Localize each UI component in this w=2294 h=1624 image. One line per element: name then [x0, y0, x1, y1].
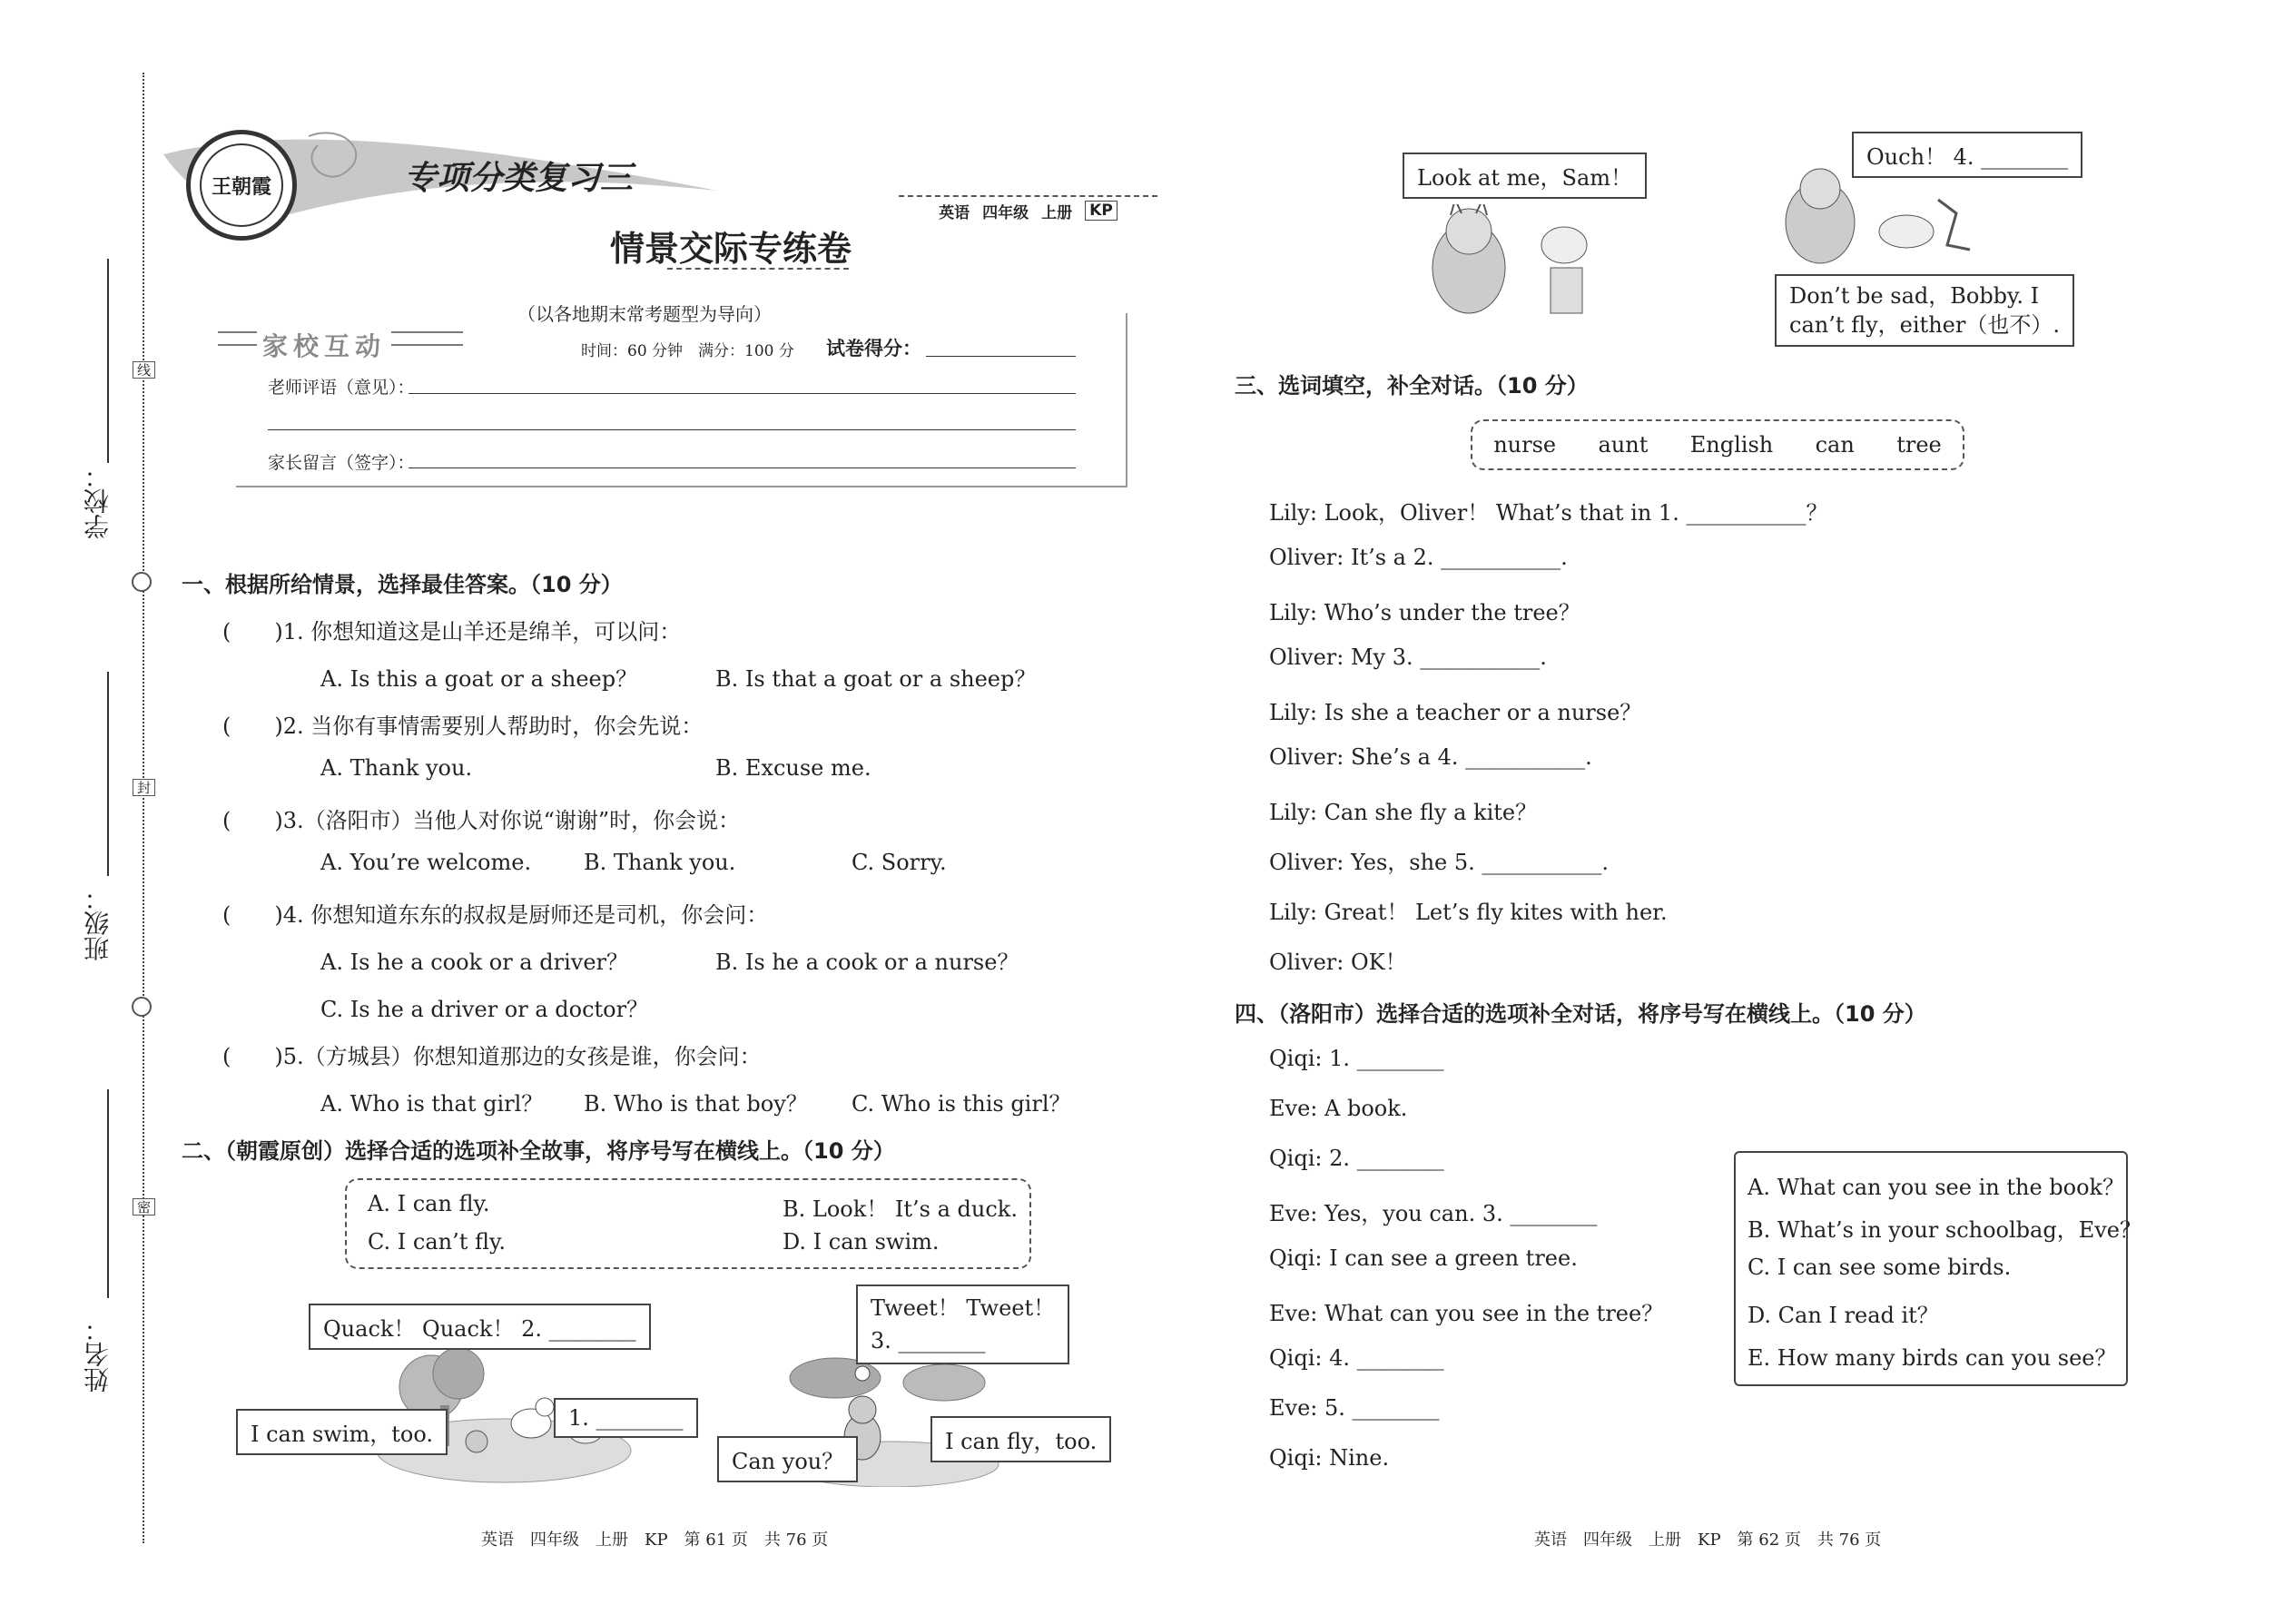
question-option[interactable]: A. Is this a goat or a sheep？ — [320, 666, 638, 692]
question-stem: ( )3.（洛阳市）当他人对你说“谢谢”时，你会说： — [222, 808, 741, 833]
tag-volume: 上册 — [1041, 203, 1073, 222]
question-option[interactable]: C. Is he a driver or a doctor？ — [320, 997, 649, 1022]
name-line — [107, 1089, 109, 1298]
class-label: 班级： — [83, 885, 113, 961]
bubble-can-you: Can you？ — [717, 1436, 858, 1482]
title-underline — [667, 268, 849, 270]
seal-char: 线 — [133, 361, 155, 379]
teacher-comment-label: 老师评语（意见）： — [268, 378, 415, 398]
dialogue-line: Eve: 5. ________ — [1269, 1395, 1440, 1421]
word-bank-item: nurse — [1493, 432, 1557, 458]
tag-edition: KP — [1085, 201, 1117, 221]
seal-char: 密 — [133, 1198, 155, 1216]
question-option[interactable]: B. Excuse me. — [715, 755, 871, 781]
class-line — [107, 672, 109, 876]
tag-strip — [899, 195, 1157, 224]
dialogue-line: Lily: Is she a teacher or a nurse？ — [1269, 700, 1642, 725]
dialogue-line: Oliver: Yes，she 5. ___________. — [1269, 850, 1610, 875]
bubble-blank-1: 1. ________ — [554, 1398, 698, 1438]
home-school-text: 家校互动 — [257, 327, 391, 363]
question-option[interactable]: A. Thank you. — [320, 755, 473, 781]
dialogue-line: Qiqi: Nine. — [1269, 1445, 1390, 1471]
story-option: B. Look！ It’s a duck. — [783, 1196, 1018, 1222]
question-option[interactable]: B. Is he a cook or a nurse？ — [715, 950, 1019, 975]
binding-hole-icon — [132, 572, 152, 592]
dialogue-line: Oliver: She’s a 4. ___________. — [1269, 744, 1592, 770]
bubble-swim-too: I can swim，too. — [236, 1409, 448, 1455]
bubble-tweet-line: Tweet！ Tweet！ — [871, 1295, 1056, 1321]
bubble-blank-3: 3. ________ — [871, 1328, 986, 1353]
seal-char: 封 — [133, 779, 155, 796]
dialogue-line: Eve: A book. — [1269, 1096, 1408, 1121]
dialogue-line: Lily: Look，Oliver！ What’s that in 1. ___________？ — [1269, 500, 1828, 526]
dialogue-option: A. What can you see in the book？ — [1748, 1175, 2125, 1200]
tag-grade: 四年级 — [982, 203, 1029, 222]
question-option[interactable]: A. Who is that girl？ — [320, 1091, 544, 1117]
section4-title: 四、（洛阳市）选择合适的选项补全对话，将序号写在横线上。（10 分） — [1235, 1001, 1926, 1027]
question-option[interactable]: B. Thank you. — [584, 850, 736, 875]
dialogue-line: Eve: Yes，you can. 3. ________ — [1269, 1201, 1598, 1226]
header-frame — [236, 313, 1127, 487]
dialogue-option: C. I can see some birds. — [1748, 1255, 2012, 1280]
question-stem: ( )4. 你想知道东东的叔叔是厨师还是司机，你会问： — [222, 902, 769, 928]
word-bank-item: aunt — [1598, 432, 1649, 458]
dialogue-line: Eve: What can you see in the tree？ — [1269, 1301, 1664, 1326]
logo-seal-icon — [186, 130, 297, 241]
dialogue-line: Lily: Can she fly a kite？ — [1269, 800, 1538, 825]
section2-title: 二、（朝霞原创）选择合适的选项补全故事，将序号写在横线上。（10 分） — [182, 1138, 895, 1164]
dialogue-option: D. Can I read it？ — [1748, 1303, 1939, 1328]
logo-text: 王朝霞 — [211, 174, 271, 199]
question-stem: ( )2. 当你有事情需要别人帮助时，你会先说： — [222, 714, 704, 739]
binding-dotted-line — [143, 73, 144, 1543]
question-stem: ( )5.（方城县）你想知道那边的女孩是谁，你会问： — [222, 1044, 762, 1069]
time-info: 时间：60 分钟 满分：100 分 — [581, 342, 794, 360]
question-stem: ( )1. 你想知道这是山羊还是绵羊，可以问： — [222, 619, 682, 645]
dialogue-line: Qiqi: 1. ________ — [1269, 1046, 1444, 1071]
question-option[interactable]: B. Who is that boy？ — [584, 1091, 808, 1117]
dialogue-option: E. How many birds can you see？ — [1748, 1345, 2117, 1371]
name-label: 姓名： — [83, 1316, 113, 1393]
question-option[interactable]: C. Sorry. — [852, 850, 947, 875]
question-option[interactable]: A. You’re welcome. — [320, 850, 532, 875]
subtitle: （以各地期末常考题型为导向） — [517, 303, 772, 325]
section3-title: 三、选词填空，补全对话。（10 分） — [1235, 373, 1589, 399]
section1-title: 一、根据所给情景，选择最佳答案。（10 分） — [182, 572, 623, 597]
school-label: 学校： — [83, 463, 113, 539]
question-option[interactable]: C. Who is this girl？ — [852, 1091, 1071, 1117]
school-line — [107, 259, 109, 463]
bubble-dont-line-2: can’t fly，either（也不）. — [1789, 312, 2060, 338]
bubble-dont-be-sad — [1775, 274, 2074, 347]
fallen-bird-illustration — [1770, 163, 1979, 272]
story-option: A. I can fly. — [368, 1191, 490, 1216]
dialogue-line: Qiqi: 4. ________ — [1269, 1345, 1444, 1371]
bubble-fly-too: I can fly，too. — [930, 1416, 1111, 1462]
dialogue-line: Oliver: OK！ — [1269, 950, 1407, 975]
dialogue-line: Oliver: My 3. ___________. — [1269, 645, 1547, 670]
story-option: D. I can swim. — [783, 1229, 940, 1255]
dialogue-option: B. What’s in your schoolbag，Eve？ — [1748, 1217, 2141, 1243]
dialogue-line: Lily: Great！ Let’s fly kites with her. — [1269, 900, 1668, 925]
bubble-quack: Quack！ Quack！ 2. ________ — [309, 1304, 651, 1350]
score-label: 试卷得分： — [826, 338, 921, 359]
question-option[interactable]: A. Is he a cook or a driver？ — [320, 950, 628, 975]
tag-subject: 英语 — [939, 203, 970, 222]
dialogue-line: Oliver: It’s a 2. ___________. — [1269, 545, 1568, 570]
parent-comment-label: 家长留言（签字）： — [268, 453, 415, 473]
bubble-tweet — [856, 1284, 1069, 1364]
bubble-dont-line-1: Don’t be sad，Bobby. I — [1789, 283, 2040, 309]
dialogue-line: Qiqi: 2. ________ — [1269, 1146, 1444, 1171]
dialogue-line: Qiqi: I can see a green tree. — [1269, 1245, 1578, 1271]
binding-hole-icon — [132, 997, 152, 1017]
word-bank-box — [1471, 419, 1964, 470]
word-bank-item: tree — [1896, 432, 1942, 458]
question-option[interactable]: B. Is that a goat or a sheep？ — [715, 666, 1037, 692]
cat-and-bird-illustration — [1405, 204, 1623, 322]
dialogue-line: Lily: Who’s under the tree？ — [1269, 600, 1580, 625]
series-title: 专项分类复习三 — [404, 159, 634, 197]
main-title: 情景交际专练卷 — [610, 228, 852, 269]
story-option: C. I can’t fly. — [368, 1229, 506, 1255]
word-bank-item: can — [1815, 432, 1855, 458]
bubble-ouch: Ouch！ 4. ________ — [1852, 132, 2082, 178]
footer-right: 英语 四年级 上册 KP 第 62 页 共 76 页 — [1534, 1530, 1882, 1550]
bubble-look-sam: Look at me，Sam！ — [1403, 153, 1647, 199]
footer-left: 英语 四年级 上册 KP 第 61 页 共 76 页 — [481, 1530, 829, 1550]
word-bank-item: English — [1689, 432, 1774, 458]
